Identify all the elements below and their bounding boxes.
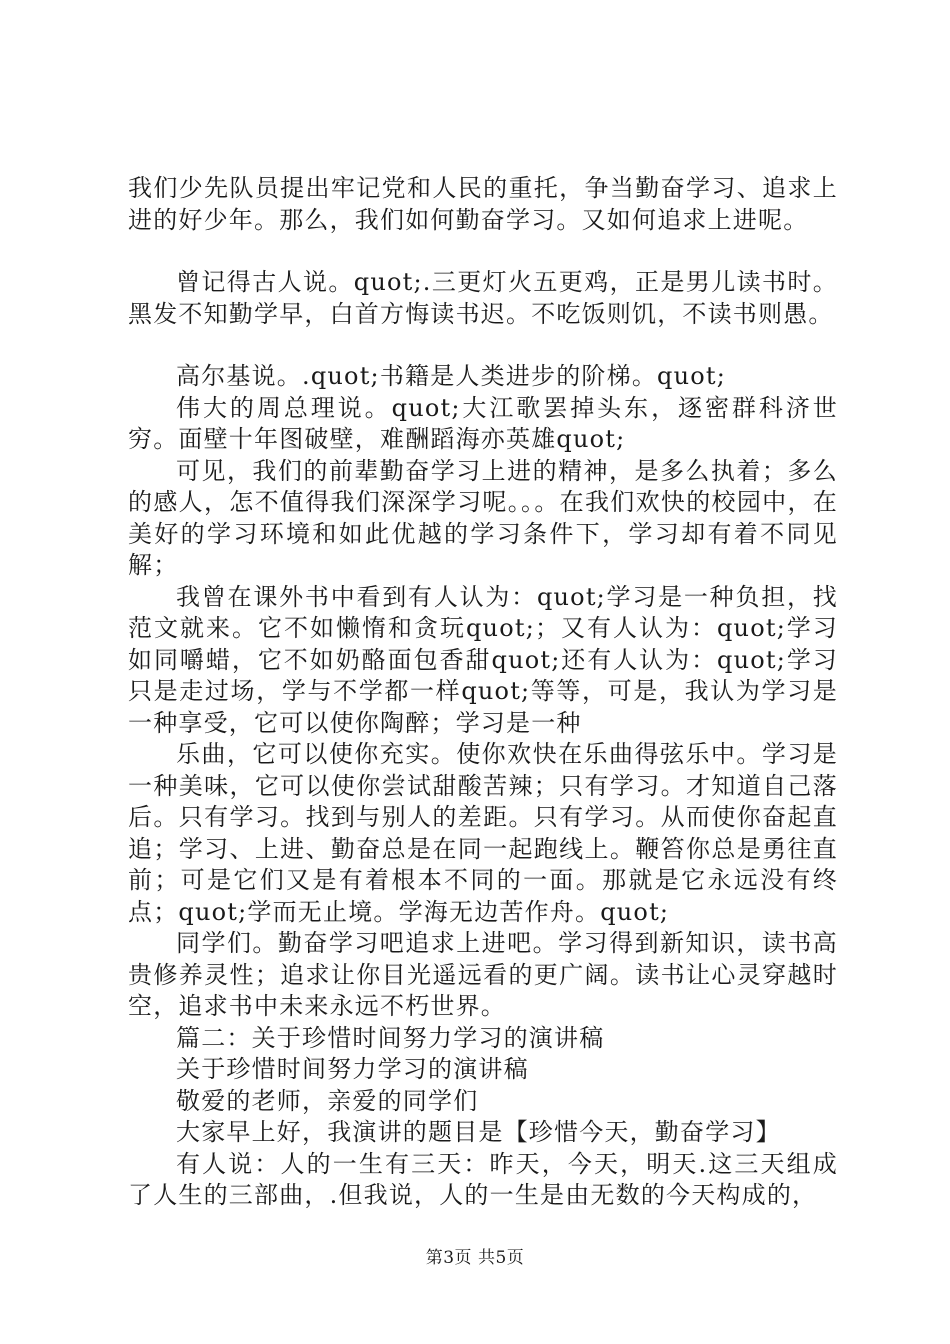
speech-title: 关于珍惜时间努力学习的演讲稿 — [176, 1055, 529, 1083]
page-number-footer: 第3页 共5页 — [425, 1248, 525, 1268]
paragraph-ancient-quote: 曾记得古人说。quot;.三更灯火五更鸡，正是男儿读书时。黑发不知勤学早，白首方悔读书迟。不吃饭则饥，不读书则愚。 — [128, 268, 838, 328]
paragraph-music: 乐曲，它可以使你充实。使你欢快在乐曲得弦乐中。学习是一种美味，它可以使你尝试甜酸苦辣；只有学习。才知道自己落后。只有学习。找到与别人的差距。只有学习。从而使你奋起直追；学习、上进、勤奋总是在同一起跑线上。鞭笞你总是勇往直前；可是它们又是有着根本不同的一面。那就是它永远没有终点；quot;学而无止境。学海无边苦作舟。quot; — [128, 740, 838, 926]
paragraph-predecessors: 可见，我们的前辈勤奋学习上进的精神，是多么执着；多么的感人，怎不值得我们深深学习呢。。。在我们欢快的校园中，在美好的学习环境和如此优越的学习条件下，学习却有着不同见解； — [128, 456, 838, 579]
speech-salutation: 敬爱的老师，亲爱的同学们 — [176, 1086, 479, 1115]
paragraph-intro: 我们少先队员提出牢记党和人民的重托，争当勤奋学习、追求上进的好少年。那么，我们如何勤奋学习。又如何追求上进呢。 — [128, 174, 838, 234]
speech-opening: 有人说：人的一生有三天：昨天，今天，明天.这三天组成了人生的三部曲，.但我说，人的一生是由无数的今天构成的， — [128, 1149, 838, 1209]
speech-greeting: 大家早上好，我演讲的题目是【珍惜今天，勤奋学习】 — [176, 1118, 781, 1146]
paragraph-classmates: 同学们。勤奋学习吧追求上进吧。学习得到新知识，读书高贵修养灵性；追求让你目光遥远看的更广阔。读书让心灵穿越时空，追求书中未来永远不朽世界。 — [128, 929, 838, 1020]
section-heading: 篇二：关于珍惜时间努力学习的演讲稿 — [176, 1023, 605, 1052]
document-body — [128, 173, 838, 1212]
paragraph-opinions: 我曾在课外书中看到有人认为：quot;学习是一种负担，找范文就来。它不如懒惰和贪玩quot;；又有人认为：quot;学习如同嚼蜡，它不如奶酪面包香甜quot;还有人认为：quot;学习只是走过场，学与不学都一样quot;等等，可是，我认为学习是一种享受，它可以使你陶醉；学习是一种 — [128, 582, 838, 737]
paragraph-gorky-quote: 高尔基说。.quot;书籍是人类进步的阶梯。quot; — [176, 362, 727, 390]
paragraph-zhou-quote: 伟大的周总理说。quot;大江歌罢掉头东，逐密群科济世穷。面壁十年图破壁，难酬蹈海亦英雄quot; — [128, 393, 838, 453]
